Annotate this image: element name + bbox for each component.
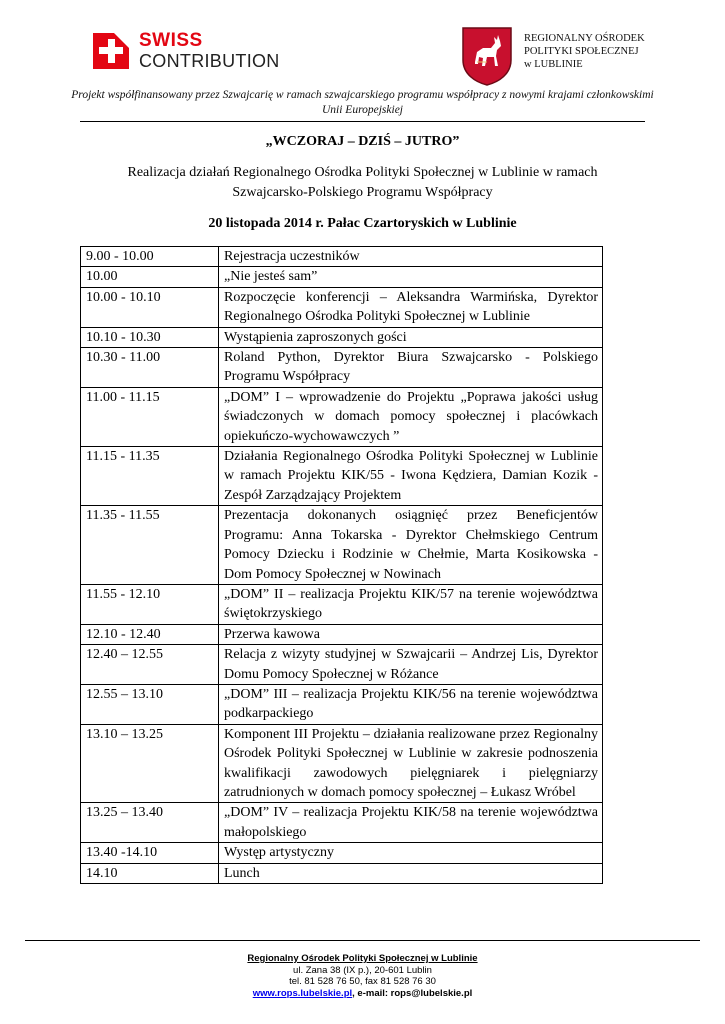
website-link[interactable]: www.rops.lubelskie.pl: [252, 987, 353, 999]
agenda-description: „Nie jesteś sam”: [219, 267, 603, 287]
swiss-flag-icon: [93, 33, 129, 69]
table-row: [81, 863, 603, 883]
agenda-description: Komponent III Projektu – działania realizowane przez Regionalny Ośrodek Polityki Społecznej w Lublinie w zakresie podnoszenia kwalifikacji zawodowych pielęgniarek i pielęgniarzy zatrudnionych w domach pomocy społecznej – Łukasz Wróbel: [219, 724, 603, 803]
table-row: [81, 387, 603, 446]
agenda-description: Występ artystyczny: [219, 843, 603, 863]
table-row: [81, 584, 603, 624]
footer-org: Regionalny Ośrodek Polityki Społecznej w Lublinie: [247, 953, 478, 964]
org-header-line3: w LUBLINIE: [524, 59, 583, 70]
logo-swiss-text: SWISS: [139, 30, 203, 51]
table-row: [81, 624, 603, 644]
agenda-time: 13.25 – 13.40: [81, 803, 219, 843]
agenda-table: [80, 246, 603, 884]
agenda-time: 12.40 – 12.55: [81, 645, 219, 685]
agenda-time: 12.10 - 12.40: [81, 624, 219, 644]
page-title: „WCZORAJ – DZIŚ – JUTRO”: [265, 134, 460, 149]
org-header-line2: POLITYKI SPOŁECZNEJ: [524, 46, 639, 57]
table-row: [81, 348, 603, 388]
agenda-time: 13.10 – 13.25: [81, 724, 219, 803]
agenda-description: Lunch: [219, 863, 603, 883]
agenda-time: 11.00 - 11.15: [81, 387, 219, 446]
table-row: [81, 684, 603, 724]
table-row: [81, 247, 603, 267]
logo-contribution-text: CONTRIBUTION: [139, 51, 280, 71]
agenda-description: Rozpoczęcie konferencji – Aleksandra Warmińska, Dyrektor Regionalnego Ośrodka Polityki Społecznej w Lublinie: [219, 287, 603, 327]
agenda-description: Roland Python, Dyrektor Biura Szwajcarsko - Polskiego Programu Współpracy: [219, 348, 603, 388]
agenda-description: Przerwa kawowa: [219, 624, 603, 644]
org-header-line1: REGIONALNY OŚRODEK: [524, 33, 645, 44]
agenda-description: „DOM” IV – realizacja Projektu KIK/58 na terenie województwa małopolskiego: [219, 803, 603, 843]
agenda-time: 9.00 - 10.00: [81, 247, 219, 267]
page-subtitle: Realizacja działań Regionalnego Ośrodka Polityki Społecznej w Lublinie w ramach Szwajcarsko-Polskiego Programu Współpracy: [127, 165, 598, 200]
table-row: [81, 447, 603, 506]
agenda-description: „DOM” II – realizacja Projektu KIK/57 na terenie województwa świętokrzyskiego: [219, 584, 603, 624]
table-row: [81, 645, 603, 685]
table-row: [81, 327, 603, 347]
agenda-description: „DOM” I – wprowadzenie do Projektu „Poprawa jakości usług świadczonych w domach pomocy społecznej i placówkach opiekuńczo-wychowawczych ”: [219, 387, 603, 446]
org-header: [524, 32, 645, 71]
event-date: 20 listopada 2014 r. Pałac Czartoryskich w Lublinie: [208, 216, 517, 231]
agenda-time: 13.40 -14.10: [81, 843, 219, 863]
footer-phone: tel. 81 528 76 50, fax 81 528 76 30: [289, 976, 436, 987]
goat-crest-icon: [461, 26, 513, 86]
footer-address: ul. Zana 38 (IX p.), 20-601 Lublin: [293, 964, 432, 976]
agenda-time: 10.00 - 10.10: [81, 287, 219, 327]
table-row: [81, 843, 603, 863]
agenda-time: 11.35 - 11.55: [81, 506, 219, 585]
agenda-time: 12.55 – 13.10: [81, 684, 219, 724]
agenda-time: 11.55 - 12.10: [81, 584, 219, 624]
agenda-time: 11.15 - 11.35: [81, 447, 219, 506]
footer-contact: [0, 988, 725, 1000]
table-row: [81, 287, 603, 327]
agenda-description: Rejestracja uczestników: [219, 247, 603, 267]
agenda-time: 10.30 - 11.00: [81, 348, 219, 388]
footer: [0, 953, 725, 999]
agenda-time: 10.10 - 10.30: [81, 327, 219, 347]
agenda-time: 14.10: [81, 863, 219, 883]
footer-email: , e-mail: rops@lubelskie.pl: [352, 987, 473, 999]
footer-divider: [25, 940, 700, 941]
agenda-time: 10.00: [81, 267, 219, 287]
table-row: [81, 803, 603, 843]
agenda-description: Relacja z wizyty studyjnej w Szwajcarii – Andrzej Lis, Dyrektor Domu Pomocy Społecznej w Różance: [219, 645, 603, 685]
table-row: [81, 267, 603, 287]
funding-tagline: Projekt współfinansowany przez Szwajcarię w ramach szwajcarskiego programu współpracy z nowymi krajami członkowskimi Unii Europejskiej: [71, 89, 654, 116]
agenda-description: Prezentacja dokonanych osiągnięć przez Beneficjentów Programu: Anna Tokarska - Dyrektor Chełmskiego Centrum Pomocy Dziecku i Rodzinie w Chełmie, Marta Kosikowska - Dom Pomocy Społecznej w Nowinach: [219, 506, 603, 585]
agenda-description: „DOM” III – realizacja Projektu KIK/56 na terenie województwa podkarpackiego: [219, 684, 603, 724]
swiss-contribution-logo: [93, 30, 293, 75]
agenda-description: Wystąpienia zaproszonych gości: [219, 327, 603, 347]
table-row: [81, 724, 603, 803]
agenda-description: Działania Regionalnego Ośrodka Polityki Społecznej w Lublinie w ramach Projektu KIK/55 - Iwona Kędziera, Damian Kozik - Zespół Zarządzający Projektem: [219, 447, 603, 506]
table-row: [81, 506, 603, 585]
header-divider: [80, 121, 645, 122]
